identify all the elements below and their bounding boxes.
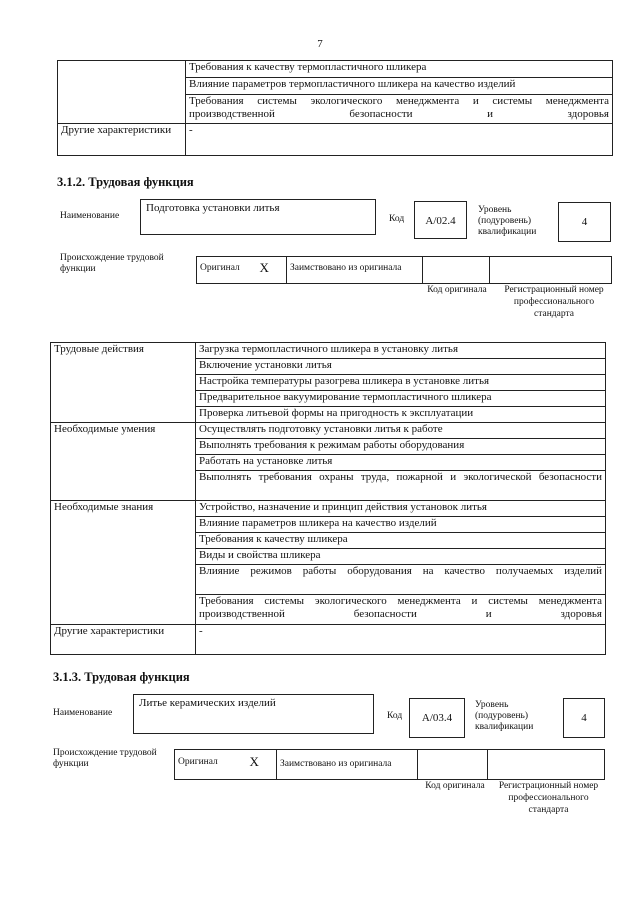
top-table-empty-label-cell	[58, 61, 186, 124]
page-number: 7	[317, 38, 323, 50]
s3-reg-number-cell	[488, 750, 605, 780]
s2-original-label: Оригинал	[197, 257, 257, 284]
s3-code-original-cell	[418, 750, 488, 780]
s3-code-value: A/03.4	[409, 698, 465, 738]
s3-borrowed-label: Заимствовано из оригинала	[277, 750, 418, 780]
s2-original-mark: X	[257, 257, 287, 284]
s2-code-value: A/02.4	[414, 201, 467, 239]
required-skills-label: Необходимые умения	[51, 423, 196, 501]
s2-reg-number-caption: Регистрационный номер профессионального стандарта	[504, 285, 604, 319]
required-knowledge-item: Виды и свойства шликера	[196, 549, 606, 565]
s3-code-label: Код	[387, 711, 403, 721]
s3-original-label: Оригинал	[175, 750, 247, 780]
s2-other-value: -	[196, 625, 606, 655]
section-title-3-1-3: 3.1.3. Трудовая функция	[53, 670, 190, 684]
s2-origin-label: Происхождение трудовой функции	[60, 253, 164, 274]
s3-level-label: Уровень (подуровень) квалификации	[475, 700, 534, 732]
top-other-label: Другие характеристики	[58, 124, 186, 156]
required-knowledge-item: Требования к качеству шликера	[196, 533, 606, 549]
s3-name-value: Литье керамических изделий	[133, 694, 374, 734]
labor-action-item: Настройка температуры разогрева шликера в установке литья	[196, 375, 606, 391]
required-knowledge-label: Необходимые знания	[51, 501, 196, 625]
s2-code-label: Код	[389, 214, 405, 224]
s2-name-label: Наименование	[60, 211, 120, 221]
s2-reg-number-cell	[490, 257, 612, 284]
required-skill-item: Выполнять требования к режимам работы оборудования	[196, 439, 606, 455]
s2-other-label: Другие характеристики	[51, 625, 196, 655]
top-other-value: -	[186, 124, 613, 156]
s2-level-value: 4	[558, 202, 611, 242]
s2-level-label: Уровень (подуровень) квалификации	[478, 205, 537, 237]
s2-code-original-caption: Код оригинала	[427, 285, 487, 295]
s3-origin-label: Происхождение трудовой функции	[53, 748, 157, 769]
top-table-row: Требования системы экологического менеджмента и системы менеджмента производственной безопасности и здоровья	[186, 95, 613, 124]
top-table-row: Требования к качеству термопластичного шликера	[186, 61, 613, 78]
labor-action-item: Предварительное вакуумирование термопластичного шликера	[196, 391, 606, 407]
labor-action-item: Проверка литьевой формы на пригодность к эксплуатации	[196, 407, 606, 423]
s3-code-original-caption: Код оригинала	[425, 781, 485, 791]
s2-main-table	[50, 342, 606, 655]
labor-actions-label: Трудовые действия	[51, 343, 196, 423]
required-skill-item: Выполнять требования охраны труда, пожарной и экологической безопасности	[196, 471, 606, 501]
section-title-3-1-2: 3.1.2. Трудовая функция	[57, 175, 194, 189]
top-characteristics-table	[57, 60, 613, 156]
labor-action-item: Включение установки литья	[196, 359, 606, 375]
required-knowledge-item: Влияние параметров шликера на качество изделий	[196, 517, 606, 533]
s2-name-value: Подготовка установки литья	[140, 199, 376, 235]
s3-name-label: Наименование	[53, 708, 113, 718]
s3-origin-table	[174, 749, 605, 780]
s2-borrowed-label: Заимствовано из оригинала	[287, 257, 423, 284]
s2-code-original-cell	[423, 257, 490, 284]
s3-original-mark: X	[247, 750, 277, 780]
required-skill-item: Работать на установке литья	[196, 455, 606, 471]
required-knowledge-item: Устройство, назначение и принцип действия установок литья	[196, 501, 606, 517]
required-knowledge-item: Требования системы экологического менеджмента и системы менеджмента производственной безопасности и здоровья	[196, 595, 606, 625]
s3-reg-number-caption: Регистрационный номер профессионального стандарта	[498, 781, 599, 815]
s2-origin-table	[196, 256, 612, 284]
required-skill-item: Осуществлять подготовку установки литья к работе	[196, 423, 606, 439]
labor-action-item: Загрузка термопластичного шликера в установку литья	[196, 343, 606, 359]
top-table-row: Влияние параметров термопластичного шликера на качество изделий	[186, 78, 613, 95]
required-knowledge-item: Влияние режимов работы оборудования на качество получаемых изделий	[196, 565, 606, 595]
s3-level-value: 4	[563, 698, 605, 738]
